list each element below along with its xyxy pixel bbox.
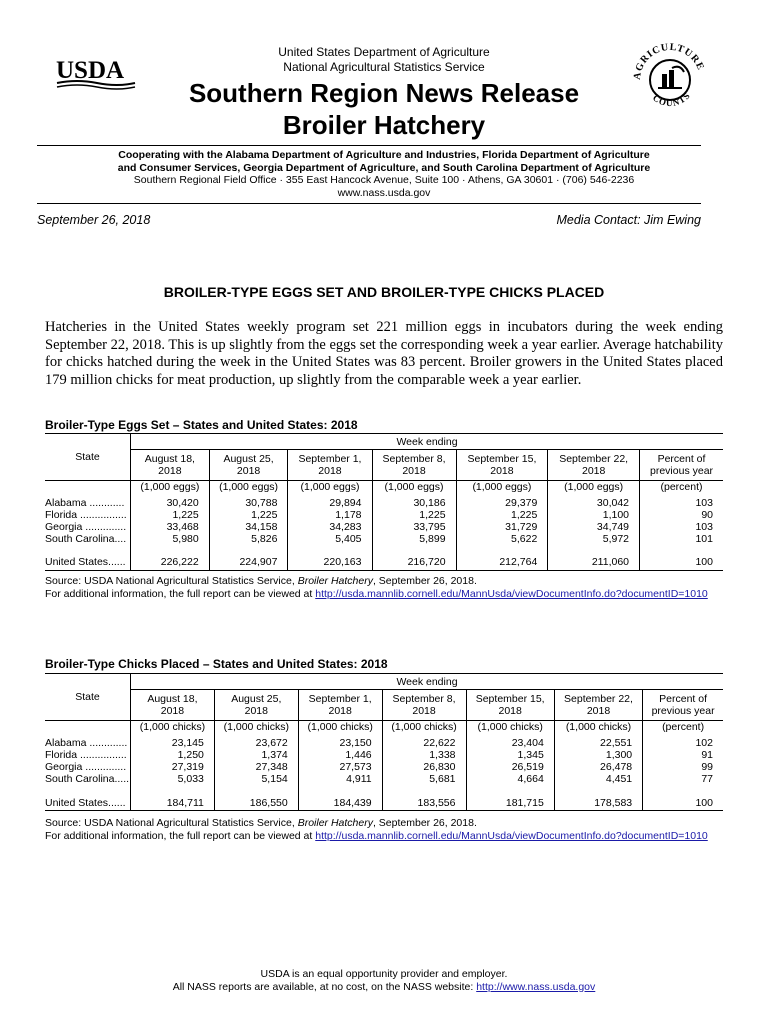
table-cell: 23,404 [466,737,554,749]
table-cell: 33,795 [372,521,456,533]
eggs-set-table [45,433,723,571]
department-name: United States Department of Agriculture [278,45,490,59]
unit-label: (1,000 chicks) [298,721,382,734]
seal-text-bottom: COUNTS [650,90,693,109]
table-cell: 29,894 [288,497,372,509]
column-header: September 1, 2018 [288,450,372,481]
state-name: South Carolina..... [45,773,130,785]
service-name: National Agricultural Statistics Service [283,60,485,74]
header-divider [37,145,701,146]
table-cell: 1,178 [288,509,372,521]
table-cell: 5,980 [131,533,210,545]
table-row [45,497,723,509]
table-row [45,773,723,785]
table-cell: 26,478 [554,761,642,773]
cooperation-line-1: Cooperating with the Alabama Department of Agriculture and Industries, Florida Department of Agriculture [118,149,650,161]
table-cell: 77 [643,773,723,785]
table-cell: 27,573 [298,761,382,773]
equal-opportunity-text: USDA is an equal opportunity provider and employer. [260,968,508,980]
nass-website-link[interactable]: http://www.nass.usda.gov [476,980,596,993]
unit-label: (1,000 chicks) [214,721,298,734]
state-name: Georgia .............. [45,521,127,533]
column-header: August 25, 2018 [209,450,288,481]
eggs-source: Source: USDA National Agricultural Statistics Service, Broiler Hatchery, September 26, 2018. For additional information, the full report can be viewed at http://usda.mannlib.cornell.edu/MannUsda/viewDocumentInfo.do?documentID=1010 [45,575,708,600]
table-row [45,521,723,533]
table-cell: 30,042 [548,497,640,509]
table-cell: 22,551 [554,737,642,749]
table-row [45,737,723,749]
cooperation-block [0,149,768,199]
table-cell: 186,550 [214,795,298,811]
table-cell: 184,711 [131,795,215,811]
table-cell: 34,158 [209,521,288,533]
release-date: September 26, 2018 [37,213,151,227]
table-cell: 178,583 [554,795,642,811]
table-cell: 29,379 [456,497,548,509]
table-cell: 226,222 [131,555,210,570]
eggs-table-title: Broiler-Type Eggs Set – States and United States: 2018 [45,418,358,432]
cooperation-line-2: and Consumer Services, Georgia Department of Agriculture, and South Carolina Department of Agriculture [117,161,651,174]
week-ending-header: Week ending [131,434,724,450]
footer [0,968,768,993]
table-cell: 1,250 [131,749,215,761]
table-cell: 23,145 [131,737,215,749]
table-cell: 1,300 [554,749,642,761]
state-name: South Carolina.... [45,533,127,545]
unit-label: (1,000 chicks) [554,721,642,734]
table-cell: 1,225 [456,509,548,521]
unit-label: (1,000 eggs) [131,481,210,494]
chicks-source: Source: USDA National Agricultural Statistics Service, Broiler Hatchery, September 26, 2018. For additional information, the full report can be viewed at http://usda.mannlib.cornell.edu/MannUsda/viewDocumentInfo.do?documentID=1010 [45,817,708,842]
table-cell: 4,664 [466,773,554,785]
unit-label: (1,000 eggs) [209,481,288,494]
unit-label: (1,000 chicks) [131,721,215,734]
table-cell: 26,830 [382,761,466,773]
table-cell: 216,720 [372,555,456,570]
table-cell: 34,749 [548,521,640,533]
footer-availability-text: All NASS reports are available, at no cost, on the NASS website: [172,980,477,993]
column-header: September 1, 2018 [298,690,382,721]
title-line-2: Broiler Hatchery [282,110,486,140]
state-name: Georgia .............. [45,761,127,773]
table-cell: 22,622 [382,737,466,749]
total-row [45,795,723,811]
usda-logo-text: USDA [56,57,125,84]
table-cell: 1,225 [131,509,210,521]
table-cell: 1,446 [298,749,382,761]
table-cell: 1,374 [214,749,298,761]
section-heading: BROILER-TYPE EGGS SET AND BROILER-TYPE CHICKS PLACED [163,284,605,300]
column-header: September 15, 2018 [456,450,548,481]
table-cell: 224,907 [209,555,288,570]
table-cell: 220,163 [288,555,372,570]
table-cell: 1,225 [209,509,288,521]
unit-label: (1,000 eggs) [288,481,372,494]
table-cell: 212,764 [456,555,548,570]
total-row [45,555,723,570]
chicks-table-title: Broiler-Type Chicks Placed – States and United States: 2018 [45,657,388,671]
website-text: www.nass.usda.gov [337,186,431,199]
table-cell: 100 [640,555,723,570]
state-header: State [75,451,100,463]
table-cell: 4,451 [554,773,642,785]
state-header: State [75,691,100,703]
table-cell: 91 [643,749,723,761]
table-cell: 27,319 [131,761,215,773]
table-cell: 5,972 [548,533,640,545]
chicks-report-link[interactable]: http://usda.mannlib.cornell.edu/MannUsda/viewDocumentInfo.do?documentID=1010 [315,829,708,842]
column-header: September 8, 2018 [372,450,456,481]
table-cell: 30,420 [131,497,210,509]
table-cell: 1,100 [548,509,640,521]
table-cell: 1,345 [466,749,554,761]
title-line-1: Southern Region News Release [188,78,580,108]
column-header: September 15, 2018 [466,690,554,721]
table-cell: 184,439 [298,795,382,811]
table-cell: 23,672 [214,737,298,749]
table-cell: 5,622 [456,533,548,545]
table-cell: 26,519 [466,761,554,773]
unit-label: (1,000 chicks) [382,721,466,734]
coop-divider [37,203,701,204]
table-cell: 5,154 [214,773,298,785]
summary-paragraph: Hatcheries in the United States weekly program set 221 million eggs in incubators during the week ending September 22, 2018. This is up slightly from the eggs set the corresponding week a year earlier. Average hatchability for chicks hatched during the week in the United States was 83 percent. Broiler growers in the United States placed 179 million chicks for meat production, up slightly from the comparable week a year earlier. [45,319,723,388]
state-name: Florida ................ [45,749,127,761]
table-cell: 183,556 [382,795,466,811]
column-header: August 18, 2018 [131,690,215,721]
table-row [45,761,723,773]
table-cell: 34,283 [288,521,372,533]
week-ending-header: Week ending [131,674,724,690]
chicks-placed-table [45,673,723,811]
table-cell: 5,899 [372,533,456,545]
table-cell: 27,348 [214,761,298,773]
column-header: Percent of previous year [643,690,723,721]
table-cell: 30,788 [209,497,288,509]
table-cell: 100 [643,795,723,811]
unit-label: (percent) [643,721,723,734]
column-header: August 25, 2018 [214,690,298,721]
column-header: September 22, 2018 [548,450,640,481]
table-cell: 4,911 [298,773,382,785]
column-header: August 18, 2018 [131,450,210,481]
table-cell: 5,405 [288,533,372,545]
column-header: September 22, 2018 [554,690,642,721]
state-name: United States...... [45,556,126,569]
column-header: Percent of previous year [640,450,723,481]
unit-label: (1,000 eggs) [548,481,640,494]
seal-text-top: AGRICULTURE [631,42,707,81]
state-name: Alabama ............ [45,497,125,509]
media-contact: Media Contact: Jim Ewing [556,213,701,227]
table-cell: 31,729 [456,521,548,533]
table-row [45,533,723,545]
table-cell: 90 [640,509,723,521]
column-header: September 8, 2018 [382,690,466,721]
unit-label: (1,000 eggs) [372,481,456,494]
unit-label: (percent) [640,481,723,494]
state-name: Florida ................ [45,509,127,521]
table-cell: 101 [640,533,723,545]
table-cell: 23,150 [298,737,382,749]
table-cell: 211,060 [548,555,640,570]
eggs-report-link[interactable]: http://usda.mannlib.cornell.edu/MannUsda/viewDocumentInfo.do?documentID=1010 [315,587,708,600]
table-cell: 181,715 [466,795,554,811]
table-cell: 30,186 [372,497,456,509]
table-row [45,509,723,521]
state-name: United States...... [45,796,126,809]
release-title [0,77,768,141]
table-cell: 103 [640,521,723,533]
table-row [45,749,723,761]
table-cell: 102 [643,737,723,749]
table-cell: 1,225 [372,509,456,521]
table-cell: 99 [643,761,723,773]
table-cell: 5,826 [209,533,288,545]
table-cell: 103 [640,497,723,509]
table-cell: 5,681 [382,773,466,785]
unit-label: (1,000 eggs) [456,481,548,494]
office-address: Southern Regional Field Office · 355 East Hancock Avenue, Suite 100 · Athens, GA 30601 · (706) 546-2236 [133,174,635,186]
table-cell: 33,468 [131,521,210,533]
table-cell: 5,033 [131,773,215,785]
state-name: Alabama ............. [45,737,128,749]
unit-label: (1,000 chicks) [466,721,554,734]
agency-block [0,45,768,75]
table-cell: 1,338 [382,749,466,761]
